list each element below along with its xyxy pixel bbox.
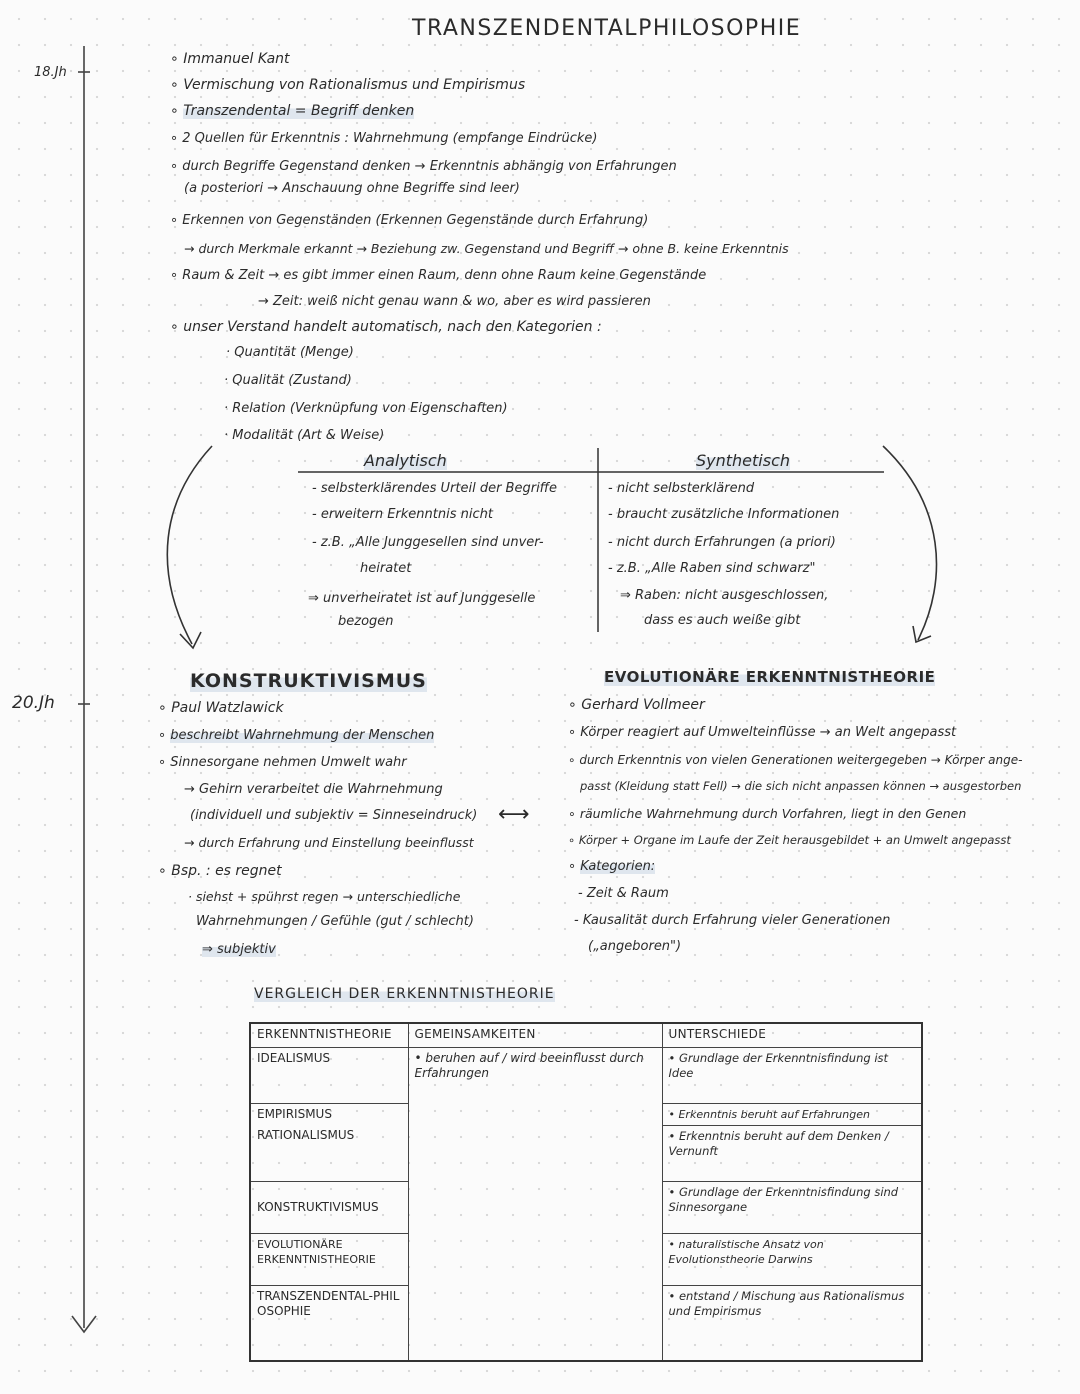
- bullet-item: ∘ Erkennen von Gegenständen (Erkennen Gegenstände durch Erfahrung): [170, 213, 649, 228]
- col-header-gemeinsamkeiten: GEMEINSAMKEITEN: [408, 1023, 662, 1047]
- bullet-item: ∘ 2 Quellen für Erkenntnis : Wahrnehmung (empfange Eindrücke): [170, 131, 598, 146]
- evo-line: ∘ räumliche Wahrnehmung durch Vorfahren, liegt in den Genen: [568, 806, 967, 821]
- evo-line: passt (Kleidung statt Fell) → die sich nicht anpassen können → ausgestorben: [580, 779, 1022, 793]
- bullet-item: ∘ Transzendental = Begriff denken: [170, 103, 415, 119]
- theorie-cell: KONSTRUKTIVISMUS: [250, 1181, 408, 1233]
- synthetisch-line: - z.B. „Alle Raben sind schwarz": [608, 561, 816, 576]
- kategorie-item: · Relation (Verknüpfung von Eigenschaften): [224, 401, 508, 416]
- kategorie-item: · Quantität (Menge): [226, 345, 354, 360]
- theorie-cell: RATIONALISMUS: [250, 1125, 408, 1181]
- synthetisch-heading: Synthetisch: [696, 451, 791, 470]
- page-title: TRANSZENDENTALPHILOSOPHIE: [412, 16, 802, 41]
- theorie-cell: EMPIRISMUS: [250, 1103, 408, 1125]
- vergleich-heading: VERGLEICH DER ERKENNTNISTHEORIE: [254, 986, 555, 1002]
- curved-arrow-icon: [167, 446, 212, 644]
- bullet-item: ∘ unser Verstand handelt automatisch, nach den Kategorien :: [170, 319, 602, 335]
- timeline-label-18: 18.Jh: [34, 65, 67, 80]
- analytisch-line: - selbsterklärendes Urteil der Begriffe: [312, 481, 558, 496]
- evo-line: („angeboren"): [588, 939, 682, 954]
- theorie-cell: EVOLUTIONÄRE ERKENNTNISTHEORIE: [250, 1233, 408, 1285]
- evo-line: ∘ Gerhard Vollmeer: [568, 697, 705, 713]
- analytisch-line: ⇒ unverheiratet ist auf Junggeselle: [308, 591, 536, 606]
- bullet-item: ∘ Vermischung von Rationalismus und Empirismus: [170, 77, 526, 93]
- konstruktivismus-heading: KONSTRUKTIVISMUS: [190, 670, 427, 692]
- evo-line: - Zeit & Raum: [578, 886, 669, 901]
- gemeinsamkeit-cell: • beruhen auf / wird beeinflusst durch Erfahrungen: [408, 1047, 662, 1361]
- konstr-line: → durch Erfahrung und Einstellung beeinflusst: [184, 835, 474, 850]
- analytisch-heading: Analytisch: [364, 451, 447, 470]
- evo-line: - Kausalität durch Erfahrung vieler Generationen: [574, 913, 891, 928]
- evo-line: ∘ durch Erkenntnis von vielen Generationen weitergegeben → Körper ange-: [568, 753, 1023, 767]
- vergleich-table: [249, 1022, 923, 1362]
- konstr-line: · siehst + spührst regen → unterschiedliche: [188, 889, 461, 904]
- bullet-item-cont: → durch Merkmale erkannt → Beziehung zw. Gegenstand und Begriff → ohne B. keine Erkenntnis: [184, 241, 789, 256]
- konstr-line: (individuell und subjektiv = Sinneseindruck): [190, 808, 478, 823]
- unterschied-cell: • naturalistische Ansatz von Evolutionstheorie Darwins: [662, 1233, 922, 1285]
- curved-arrow-icon: [883, 446, 937, 640]
- unterschied-cell: • Erkenntnis beruht auf Erfahrungen: [662, 1103, 922, 1125]
- synthetisch-line: - braucht zusätzliche Informationen: [608, 507, 840, 522]
- evo-line: ∘ Körper reagiert auf Umwelteinflüsse → an Welt angepasst: [568, 725, 957, 740]
- konstr-line: ∘ Bsp. : es regnet: [158, 863, 282, 879]
- bullet-item: ∘ durch Begriffe Gegenstand denken → Erkenntnis abhängig von Erfahrungen: [170, 159, 677, 174]
- synthetisch-line: ⇒ Raben: nicht ausgeschlossen,: [620, 588, 829, 603]
- theorie-cell: IDEALISMUS: [250, 1047, 408, 1103]
- konstr-line: → Gehirn verarbeitet die Wahrnehmung: [184, 782, 443, 797]
- analytisch-line: - z.B. „Alle Junggesellen sind unver-: [312, 535, 544, 550]
- kategorie-item: · Qualität (Zustand): [224, 373, 352, 388]
- evo-line: ∘ Kategorien:: [568, 859, 656, 874]
- bullet-item-cont: (a posteriori → Anschauung ohne Begriffe sind leer): [184, 181, 520, 196]
- konstr-line: ∘ Sinnesorgane nehmen Umwelt wahr: [158, 755, 407, 770]
- timeline-label-20: 20.Jh: [12, 693, 55, 713]
- double-arrow-icon: ⟷: [498, 802, 530, 827]
- unterschied-cell: • entstand / Mischung aus Rationalismus und Empirismus: [662, 1285, 922, 1361]
- synthetisch-line: dass es auch weiße gibt: [644, 613, 801, 628]
- analytisch-line: - erweitern Erkenntnis nicht: [312, 507, 493, 522]
- unterschied-cell: • Erkenntnis beruht auf dem Denken / Vernunft: [662, 1125, 922, 1181]
- evolution-heading: EVOLUTIONÄRE ERKENNTNISTHEORIE: [604, 668, 936, 686]
- evo-line: ∘ Körper + Organe im Laufe der Zeit herausgebildet + an Umwelt angepasst: [568, 833, 1011, 847]
- unterschied-cell: • Grundlage der Erkenntnisfindung sind Sinnesorgane: [662, 1181, 922, 1233]
- analytisch-line: bezogen: [338, 614, 394, 629]
- konstr-line: Wahrnehmungen / Gefühle (gut / schlecht): [196, 914, 474, 929]
- konstr-line: ∘ Paul Watzlawick: [158, 700, 284, 716]
- kategorie-item: · Modalität (Art & Weise): [224, 428, 385, 443]
- table-row: [250, 1047, 922, 1103]
- theorie-cell: TRANSZENDENTAL-PHILOSOPHIE: [250, 1285, 408, 1361]
- bullet-item: ∘ Immanuel Kant: [170, 51, 290, 67]
- synthetisch-line: - nicht durch Erfahrungen (a priori): [608, 535, 836, 550]
- col-header-theorie: ERKENNTNISTHEORIE: [250, 1023, 408, 1047]
- bullet-item-cont: → Zeit: weiß nicht genau wann & wo, aber es wird passieren: [258, 294, 651, 309]
- bullet-item: ∘ Raum & Zeit → es gibt immer einen Raum, denn ohne Raum keine Gegenstände: [170, 268, 707, 283]
- unterschied-cell: • Grundlage der Erkenntnisfindung ist Idee: [662, 1047, 922, 1103]
- konstr-line: ∘ beschreibt Wahrnehmung der Menschen: [158, 728, 435, 743]
- konstr-line: ⇒ subjektiv: [202, 942, 276, 957]
- col-header-unterschiede: UNTERSCHIEDE: [662, 1023, 922, 1047]
- analytisch-line: heiratet: [360, 561, 412, 576]
- synthetisch-line: - nicht selbsterklärend: [608, 481, 755, 496]
